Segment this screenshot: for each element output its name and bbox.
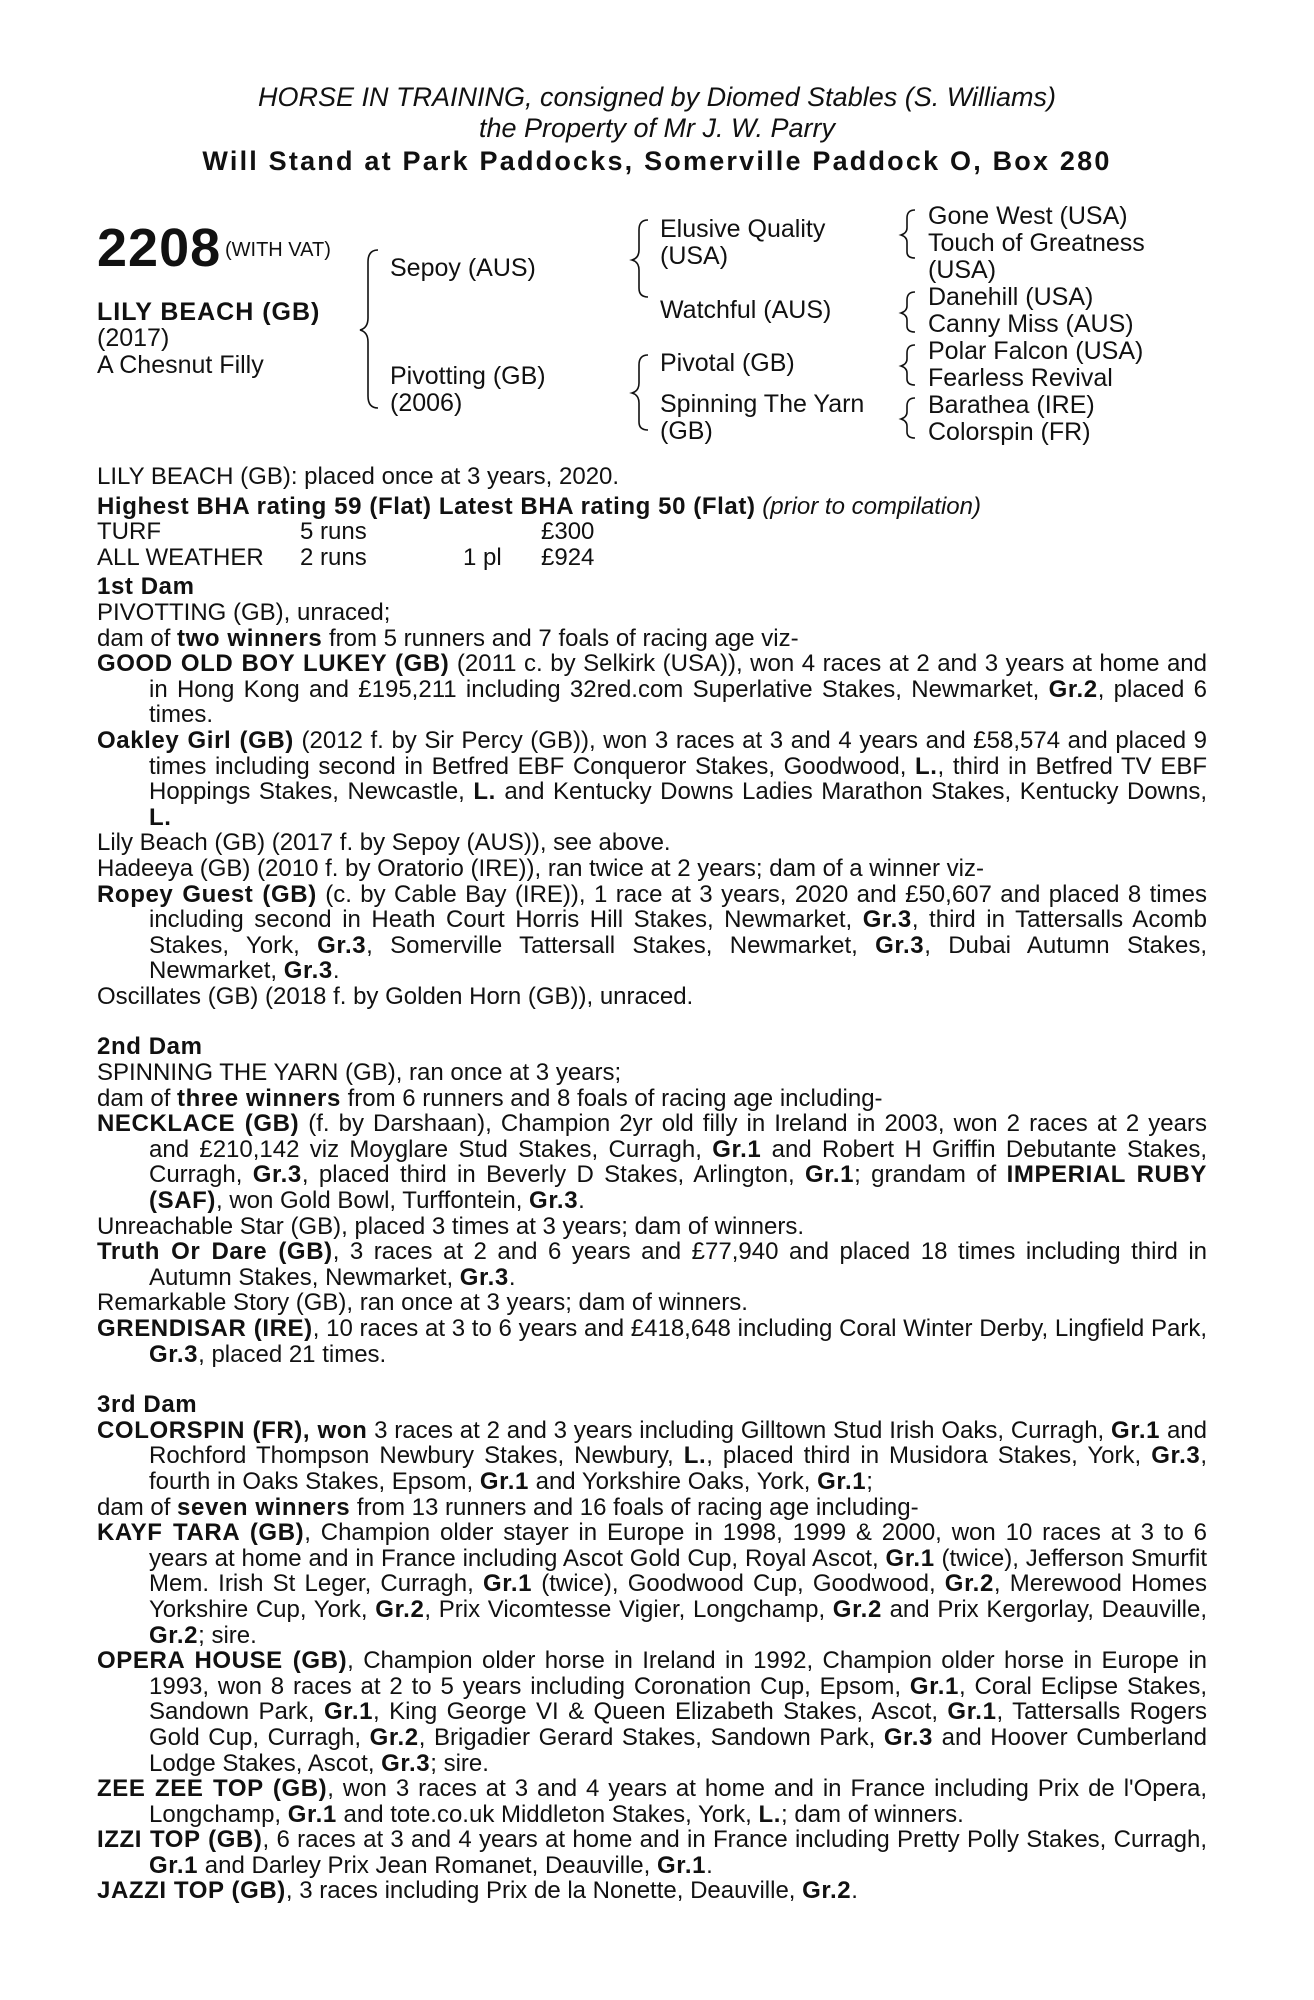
pedigree-ddd: Colorspin (FR)	[928, 418, 1091, 446]
brace-col2-bottom	[632, 355, 648, 430]
pedigree-sss: Gone West (USA)	[928, 202, 1128, 230]
produce-entry: Unreachable Star (GB), placed 3 times at 3 years; dam of winners.	[97, 1212, 804, 1240]
record-placed: 1 pl	[463, 543, 502, 571]
pedigree-sire-dam: Watchful (AUS)	[660, 296, 832, 324]
produce-entry: IZZI TOP (GB), 6 races at 3 and 4 years at home and in France including Pretty Polly Stakes, Curragh, Gr.1 and Darley Prix Jean Romanet, Deauville, Gr.1.	[97, 1826, 1208, 1879]
vat-note: (WITH VAT)	[225, 239, 331, 261]
third-dam-produce: dam of seven winners from 13 runners and 16 foals of racing age including-	[97, 1493, 919, 1521]
second-dam-produce: dam of three winners from 6 runners and 8 foals of racing age including-	[97, 1084, 883, 1112]
pedigree-dam: Pivotting (GB)	[390, 362, 546, 390]
pedigree-sire-sire-country: (USA)	[660, 242, 729, 270]
record-placed	[463, 519, 541, 545]
produce-entry: Ropey Guest (GB) (c. by Cable Bay (IRE)), 1 race at 3 years, 2020 and £50,607 and placed 8 times including second in Heath Court Horris Hill Stakes, Newmarket, Gr.3, third in Tattersalls Acomb Stakes, York, Gr.3, Somerville Tattersall Stakes, Newmarket, Gr.3, Dubai Autumn Stakes, Newmarket, Gr.3.	[97, 880, 1208, 985]
table-row	[97, 545, 594, 571]
pedigree-dss: Polar Falcon (USA)	[928, 337, 1144, 365]
horse-name: LILY BEACH (GB)	[97, 298, 321, 326]
pedigree-sds: Danehill (USA)	[928, 283, 1094, 311]
record-surface: ALL WEATHER	[97, 543, 264, 571]
pedigree-dsd: Fearless Revival	[928, 364, 1113, 392]
brace-col2-top	[632, 220, 648, 297]
location-line: Will Stand at Park Paddocks, Somerville Paddock O, Box 280	[202, 146, 1112, 176]
produce-entry: Lily Beach (GB) (2017 f. by Sepoy (AUS)), see above.	[97, 829, 671, 857]
record-surface: TURF	[97, 518, 161, 546]
produce-entry: Hadeeya (GB) (2010 f. by Oratorio (IRE)), ran twice at 2 years; dam of a winner viz-	[97, 854, 984, 882]
record-runs: 5 runs	[300, 518, 367, 546]
second-dam-heading: 2nd Dam	[97, 1033, 203, 1061]
record-runs: 2 runs	[300, 543, 367, 571]
pedigree-sdd: Canny Miss (AUS)	[928, 310, 1134, 338]
brace-col1	[360, 250, 378, 408]
table-row	[97, 519, 594, 545]
pedigree-ssd-country: (USA)	[928, 256, 997, 284]
rating-note: (prior to compilation)	[762, 492, 981, 520]
pedigree-dam-year: (2006)	[390, 389, 463, 417]
pedigree-dam-dam-country: (GB)	[660, 417, 713, 445]
pedigree-dam-dam: Spinning The Yarn	[660, 390, 865, 418]
pedigree-sire: Sepoy (AUS)	[390, 254, 536, 282]
consignor-line: HORSE IN TRAINING, consigned by Diomed Stables (S. Williams)	[258, 82, 1056, 112]
record-money: £300	[541, 518, 595, 546]
race-summary: LILY BEACH (GB): placed once at 3 years, 2020.	[97, 463, 620, 490]
produce-entry: Oakley Girl (GB) (2012 f. by Sir Percy (GB)), won 3 races at 3 and 4 years and £58,574 and placed 9 times including second in Betfred EBF Conqueror Stakes, Goodwood, L., third in Betfred TV EBF Hoppings Stakes, Newcastle, L. and Kentucky Downs Ladies Marathon Stakes, Kentucky Downs, L.	[97, 726, 1208, 831]
brace-col3-2	[901, 292, 915, 332]
first-dam-heading: 1st Dam	[97, 573, 195, 601]
rating-bold: Highest BHA rating 59 (Flat) Latest BHA rating 50 (Flat)	[97, 492, 756, 520]
horse-year: (2017)	[97, 324, 170, 352]
second-dam-line: SPINNING THE YARN (GB), ran once at 3 years;	[97, 1059, 622, 1087]
produce-entry: GOOD OLD BOY LUKEY (GB) (2011 c. by Selkirk (USA)), won 4 races at 2 and 3 years at home and in Hong Kong and £195,211 including 32red.com Superlative Stakes, Newmarket, Gr.2, placed 6 times.	[97, 650, 1208, 729]
property-line: the Property of Mr J. W. Parry	[478, 113, 836, 143]
produce-entry: Truth Or Dare (GB), 3 races at 2 and 6 years and £77,940 and placed 18 times including third in Autumn Stakes, Newmarket, Gr.3.	[97, 1238, 1208, 1291]
produce-entry: KAYF TARA (GB), Champion older stayer in Europe in 1998, 1999 & 2000, won 10 races at 3 to 6 years at home and in France including Ascot Gold Cup, Royal Ascot, Gr.1 (twice), Jefferson Smurfit Mem. Irish St Leger, Curragh, Gr.1 (twice), Goodwood Cup, Goodwood, Gr.2, Merewood Homes Yorkshire Cup, York, Gr.2, Prix Vicomtesse Vigier, Longchamp, Gr.2 and Prix Kergorlay, Deauville, Gr.2; sire.	[97, 1519, 1207, 1649]
pedigree-sire-sire: Elusive Quality	[660, 215, 826, 243]
first-dam-produce: dam of two winners from 5 runners and 7 foals of racing age viz-	[97, 624, 799, 652]
third-dam-line: COLORSPIN (FR), won 3 races at 2 and 3 years including Gilltown Stud Irish Oaks, Curragh, Gr.1 and Rochford Thompson Newbury Stakes, Newbury, L., placed third in Musidora Stakes, York, Gr.3, fourth in Oaks Stakes, Epsom, Gr.1 and Yorkshire Oaks, York, Gr.1;	[97, 1416, 1207, 1495]
produce-entry: GRENDISAR (IRE), 10 races at 3 to 6 years and £418,648 including Coral Winter Derby, Lingfield Park, Gr.3, placed 21 times.	[97, 1315, 1207, 1368]
pedigree-ssd: Touch of Greatness	[928, 229, 1145, 257]
brace-col3-3	[901, 345, 915, 385]
brace-col3-1	[901, 210, 915, 258]
produce-entry: OPERA HOUSE (GB), Champion older horse in Ireland in 1992, Champion older horse in Europe in 1993, won 8 races at 2 to 5 years including Coronation Cup, Epsom, Gr.1, Coral Eclipse Stakes, Sandown Park, Gr.1, King George VI & Queen Elizabeth Stakes, Ascot, Gr.1, Tattersalls Rogers Gold Cup, Curragh, Gr.2, Brigadier Gerard Stakes, Sandown Park, Gr.3 and Hoover Cumberland Lodge Stakes, Ascot, Gr.3; sire.	[97, 1647, 1207, 1777]
first-dam-line: PIVOTTING (GB), unraced;	[97, 598, 391, 626]
produce-entry: Oscillates (GB) (2018 f. by Golden Horn (GB)), unraced.	[97, 982, 694, 1010]
lot-number: 2208	[97, 218, 222, 278]
produce-entry: Remarkable Story (GB), ran once at 3 years; dam of winners.	[97, 1289, 748, 1317]
brace-col3-4	[901, 398, 915, 438]
catalogue-body	[97, 464, 1207, 1904]
third-dam-heading: 3rd Dam	[97, 1391, 198, 1419]
produce-entry: NECKLACE (GB) (f. by Darshaan), Champion 2yr old filly in Ireland in 2003, won 2 races at 2 years and £210,142 viz Moyglare Stud Stakes, Curragh, Gr.1 and Robert H Griffin Debutante Stakes, Curragh, Gr.3, placed third in Beverly D Stakes, Arlington, Gr.1; grandam of IMPERIAL RUBY (SAF), won Gold Bowl, Turffontein, Gr.3.	[97, 1110, 1207, 1215]
horse-description: A Chesnut Filly	[97, 351, 264, 379]
produce-entry: ZEE ZEE TOP (GB), won 3 races at 3 and 4 years at home and in France including Prix de l'Opera, Longchamp, Gr.1 and tote.co.uk Middleton Stakes, York, L.; dam of winners.	[97, 1775, 1207, 1828]
produce-entry: JAZZI TOP (GB), 3 races including Prix de la Nonette, Deauville, Gr.2.	[97, 1877, 858, 1905]
race-record-table	[97, 519, 594, 570]
pedigree-dam-sire: Pivotal (GB)	[660, 349, 795, 377]
pedigree-dds: Barathea (IRE)	[928, 391, 1095, 419]
record-money: £924	[541, 543, 595, 571]
rating-line	[97, 494, 1207, 520]
